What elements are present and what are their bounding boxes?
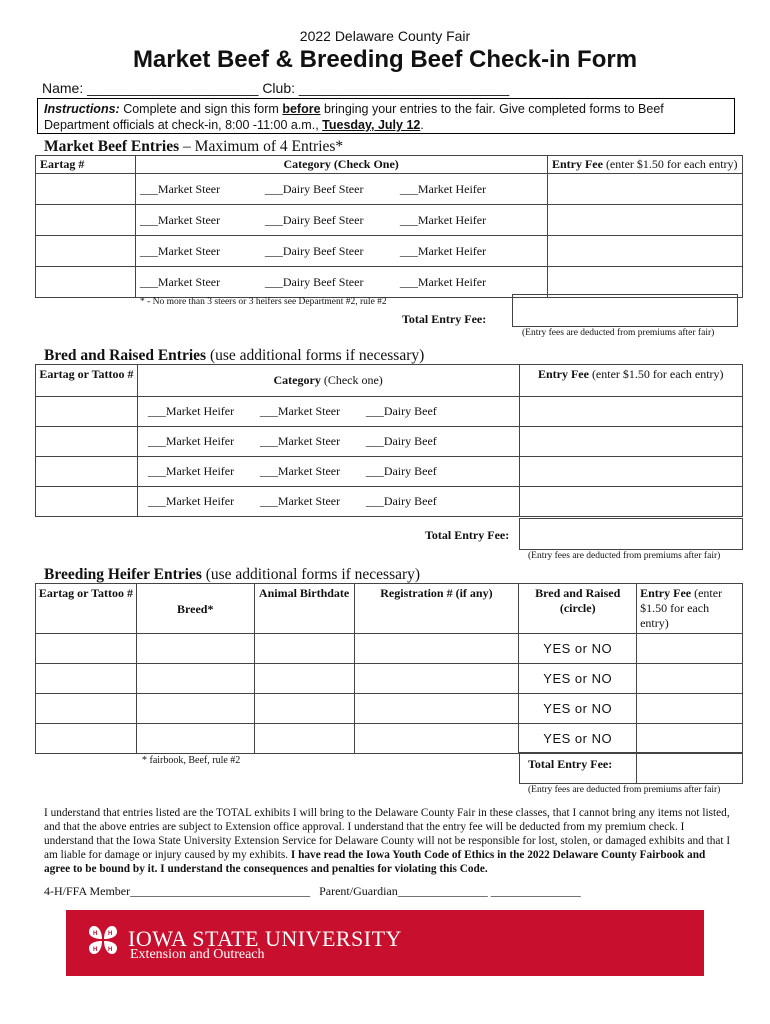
bred-total-label: Total Entry Fee:: [425, 528, 510, 542]
fee-cell[interactable]: [519, 397, 742, 427]
breeding-col-eartag: Eartag or Tattoo #: [36, 584, 137, 634]
eartag-cell[interactable]: [36, 427, 138, 457]
eartag-cell[interactable]: [36, 205, 136, 236]
svg-text:H: H: [108, 931, 113, 937]
market-section-title: [44, 138, 343, 156]
option-market-heifer[interactable]: ___Market Heifer: [147, 464, 235, 478]
option-market-heifer[interactable]: ___Market Heifer: [399, 243, 487, 258]
club-label: Club:: [262, 80, 295, 96]
option-dairy-beef[interactable]: ___Dairy Beef: [365, 434, 437, 448]
breeding-footnote: * fairbook, Beef, rule #2: [142, 755, 241, 766]
market-fee-note: (Entry fees are deducted from premiums after fair): [522, 328, 715, 338]
bred-col-fee-bold: Entry Fee: [537, 367, 589, 381]
birthdate-cell[interactable]: [254, 634, 354, 664]
option-dairy-beef[interactable]: ___Dairy Beef: [365, 404, 437, 418]
bred-col-category-bold: Category: [273, 373, 321, 387]
fee-cell[interactable]: [547, 174, 742, 205]
market-col-category: Category (Check One): [135, 156, 547, 174]
breeding-total-label: Total Entry Fee:: [519, 752, 637, 784]
fee-cell[interactable]: [637, 634, 743, 664]
market-title-suffix: – Maximum of 4 Entries*: [183, 138, 344, 155]
category-cell: [137, 457, 519, 487]
table-row: [36, 694, 743, 724]
birthdate-cell[interactable]: [254, 694, 354, 724]
market-col-fee-rest: (enter $1.50 for each entry): [605, 157, 738, 171]
eartag-cell[interactable]: [36, 694, 137, 724]
market-title: Market Beef Entries: [44, 138, 180, 155]
fee-cell[interactable]: [519, 487, 742, 517]
birthdate-cell[interactable]: [254, 724, 354, 754]
market-total-field[interactable]: [512, 294, 738, 327]
bred-section-title: [44, 347, 424, 365]
agreement-bold-text: I have read the Iowa Youth Code of Ethics in the 2022 Delaware County Fairbook and agree to be bound by it. I understand the consequences and penalties for violating this Code.: [44, 849, 706, 875]
eartag-cell[interactable]: [36, 724, 137, 754]
breeding-fee-note: (Entry fees are deducted from premiums after fair): [528, 785, 721, 795]
option-market-steer[interactable]: ___Market Steer: [259, 464, 341, 478]
instructions-end: .: [420, 118, 424, 132]
bred-col-category: [137, 365, 519, 397]
option-market-steer[interactable]: ___Market Steer: [139, 212, 221, 227]
option-dairy-beef-steer[interactable]: ___Dairy Beef Steer: [264, 181, 364, 196]
bred-col-eartag: Eartag or Tattoo #: [36, 365, 138, 397]
parent-label: Parent/Guardian: [319, 884, 398, 898]
instructions-text-2: bringing your entries to the fair. Give completed forms to Beef Department officials at check-in, 8:00 -11:00 a.m.,: [44, 102, 664, 132]
option-market-steer[interactable]: ___Market Steer: [139, 243, 221, 258]
bred-title: Bred and Raised Entries: [44, 347, 207, 364]
fee-cell[interactable]: [519, 427, 742, 457]
breed-cell[interactable]: [136, 634, 254, 664]
svg-text:H: H: [93, 931, 98, 937]
option-dairy-beef-steer[interactable]: ___Dairy Beef Steer: [264, 212, 364, 227]
eartag-cell[interactable]: [36, 664, 137, 694]
bred-title-suffix: (use additional forms if necessary): [209, 347, 425, 364]
breed-cell[interactable]: [136, 724, 254, 754]
agreement-text: I understand that entries listed are the TOTAL exhibits I will bring to the Delaware County Fair in these classes, that I cannot bring any items not listed, and that the above entries are subject to Extension office approval. I understand that the entry fee will be deducted from my premium check. I understand that the Iowa State University Extension Service for Delaware County will not be responsible for lost, stolen, or damaged exhibits and that I am liable for damage or injury caused by my exhibits.: [44, 807, 731, 861]
category-cell: [135, 174, 547, 205]
market-col-fee-bold: Entry Fee: [551, 157, 603, 171]
name-field[interactable]: ______________________: [87, 80, 259, 96]
category-cell: [135, 267, 547, 298]
option-market-steer[interactable]: ___Market Steer: [139, 274, 221, 289]
table-row: [36, 664, 743, 694]
breeding-col-fee-bold: Entry Fee: [640, 586, 692, 600]
table-row: [36, 205, 743, 236]
breed-cell[interactable]: [136, 664, 254, 694]
svg-text:H: H: [108, 947, 113, 953]
registration-cell[interactable]: [354, 694, 519, 724]
yes-no-choice[interactable]: YES or NO: [519, 664, 637, 694]
svg-text:H: H: [93, 947, 98, 953]
option-market-heifer[interactable]: ___Market Heifer: [399, 181, 487, 196]
eartag-cell[interactable]: [36, 236, 136, 267]
instructions-text-1: Complete and sign this form: [123, 102, 279, 116]
bred-col-fee: [519, 365, 742, 397]
fee-cell[interactable]: [547, 267, 742, 298]
yes-no-choice[interactable]: YES or NO: [519, 694, 637, 724]
instructions-before: before: [282, 102, 321, 116]
option-market-heifer[interactable]: ___Market Heifer: [399, 212, 487, 227]
table-row: [36, 427, 743, 457]
breeding-col-fee-rest: (enter $1.50 for each entry): [640, 586, 723, 630]
breeding-title-suffix: (use additional forms if necessary): [205, 566, 421, 583]
instructions-date: Tuesday, July 12: [322, 118, 421, 132]
fee-cell[interactable]: [637, 664, 743, 694]
member-signature-field[interactable]: ______________________________: [130, 884, 311, 898]
agreement-paragraph: [44, 806, 734, 876]
page-title: Market Beef & Breeding Beef Check-in Form: [132, 46, 638, 73]
breeding-title: Breeding Heifer Entries: [44, 566, 202, 583]
option-market-heifer[interactable]: ___Market Heifer: [147, 404, 235, 418]
option-dairy-beef-steer[interactable]: ___Dairy Beef Steer: [264, 243, 364, 258]
breeding-col-bred-raised: Bred and Raised (circle): [519, 584, 637, 634]
market-col-eartag: Eartag #: [36, 156, 136, 174]
market-footnote: * - No more than 3 steers or 3 heifers see Department #2, rule #2: [140, 297, 387, 307]
bred-total-field[interactable]: [519, 518, 743, 550]
instructions-label: Instructions:: [44, 102, 120, 116]
table-row: [36, 487, 743, 517]
category-cell: [137, 487, 519, 517]
breeding-col-breed: Breed*: [136, 584, 254, 634]
registration-cell[interactable]: [354, 724, 519, 754]
option-dairy-beef[interactable]: ___Dairy Beef: [365, 464, 437, 478]
breeding-section-title: [44, 566, 420, 584]
signature-line: [44, 884, 581, 899]
fee-cell[interactable]: [637, 724, 743, 754]
category-cell: [137, 397, 519, 427]
eartag-cell[interactable]: [36, 397, 138, 427]
breeding-col-birthdate: Animal Birthdate: [254, 584, 354, 634]
yes-no-choice[interactable]: YES or NO: [519, 724, 637, 754]
table-row: [36, 397, 743, 427]
fee-cell[interactable]: [519, 457, 742, 487]
bred-fee-note: (Entry fees are deducted from premiums after fair): [528, 551, 721, 561]
option-market-steer[interactable]: ___Market Steer: [139, 181, 221, 196]
registration-cell[interactable]: [354, 664, 519, 694]
table-row: [36, 634, 743, 664]
registration-cell[interactable]: [354, 634, 519, 664]
eartag-cell[interactable]: [36, 457, 138, 487]
yes-no-choice[interactable]: YES or NO: [519, 634, 637, 664]
fee-cell[interactable]: [637, 694, 743, 724]
fee-cell[interactable]: [547, 236, 742, 267]
bred-table: [35, 364, 743, 517]
option-market-heifer[interactable]: ___Market Heifer: [147, 434, 235, 448]
option-dairy-beef-steer[interactable]: ___Dairy Beef Steer: [264, 274, 364, 289]
four-h-clover-icon: [86, 923, 120, 957]
category-cell: [135, 236, 547, 267]
category-cell: [137, 427, 519, 457]
eartag-cell[interactable]: [36, 267, 136, 298]
parent-signature-field[interactable]: _______________ _______________: [397, 884, 581, 898]
bred-col-fee-rest: (enter $1.50 for each entry): [591, 367, 724, 381]
university-unit: Extension and Outreach: [130, 947, 265, 962]
member-label: 4-H/FFA Member: [44, 884, 131, 898]
table-row: [36, 267, 743, 298]
eartag-cell[interactable]: [36, 634, 137, 664]
eartag-cell[interactable]: [36, 487, 138, 517]
category-cell: [135, 205, 547, 236]
market-col-fee: [547, 156, 742, 174]
breeding-col-registration: Registration # (if any): [354, 584, 519, 634]
table-row: [36, 236, 743, 267]
option-market-steer[interactable]: ___Market Steer: [259, 404, 341, 418]
name-club-line: [42, 80, 509, 96]
breeding-table: [35, 583, 743, 754]
breeding-total-field[interactable]: [636, 752, 743, 784]
university-name: IOWA STATE UNIVERSITY: [128, 926, 402, 951]
option-market-heifer[interactable]: ___Market Heifer: [147, 494, 235, 508]
fair-name: 2022 Delaware County Fair: [299, 28, 471, 44]
market-table: [35, 155, 743, 298]
instructions-box: [37, 98, 735, 134]
birthdate-cell[interactable]: [254, 664, 354, 694]
name-label: Name:: [42, 80, 84, 96]
option-market-steer[interactable]: ___Market Steer: [259, 434, 341, 448]
breed-cell[interactable]: [136, 694, 254, 724]
table-row: [36, 457, 743, 487]
eartag-cell[interactable]: [36, 174, 136, 205]
table-row: [36, 724, 743, 754]
bred-col-category-rest: (Check one): [323, 373, 383, 387]
option-dairy-beef[interactable]: ___Dairy Beef: [365, 494, 437, 508]
market-total-label: Total Entry Fee:: [402, 312, 487, 326]
table-row: [36, 174, 743, 205]
club-field[interactable]: ___________________________: [298, 80, 510, 96]
option-market-steer[interactable]: ___Market Steer: [259, 494, 341, 508]
fee-cell[interactable]: [547, 205, 742, 236]
breeding-col-fee: [637, 584, 743, 634]
option-market-heifer[interactable]: ___Market Heifer: [399, 274, 487, 289]
